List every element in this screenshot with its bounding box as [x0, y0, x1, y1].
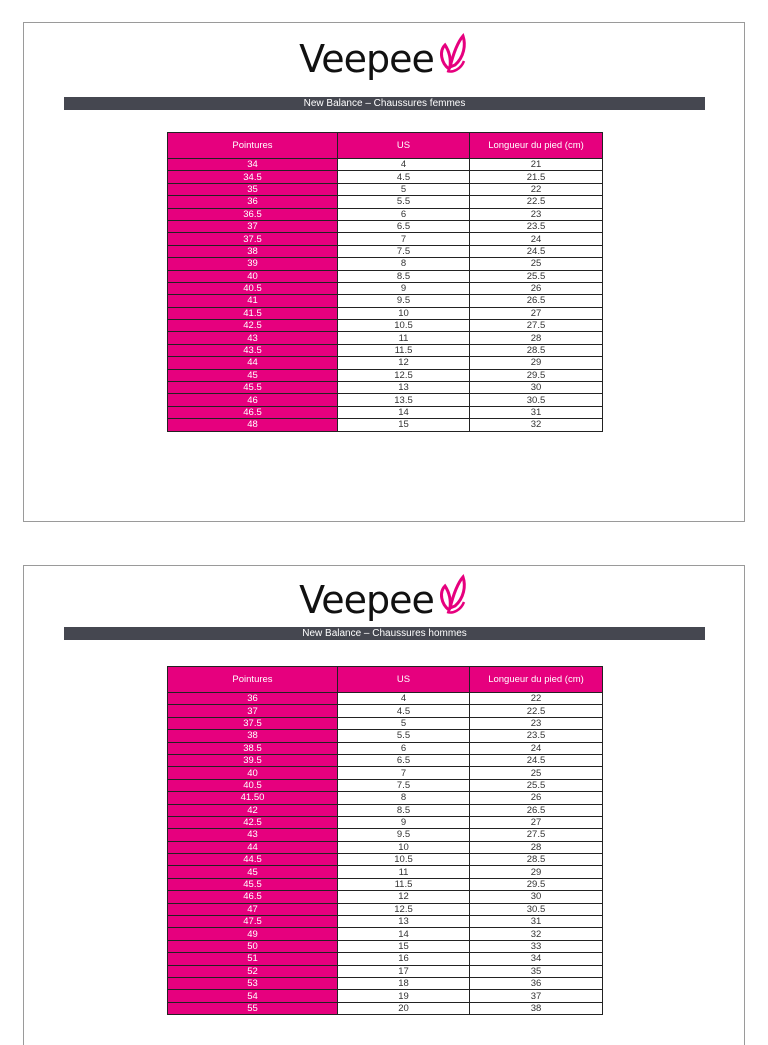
- cell-pointure: 45.5: [168, 382, 338, 394]
- cell-pointure: 52: [168, 965, 338, 977]
- logo-text: Veepee: [299, 37, 434, 81]
- table-row: [168, 866, 603, 878]
- cell-us: 6.5: [338, 220, 470, 232]
- cell-pointure: 53: [168, 977, 338, 989]
- table-row: [168, 171, 603, 183]
- cell-pointure: 34: [168, 159, 338, 171]
- cell-us: 4.5: [338, 171, 470, 183]
- cell-us: 19: [338, 990, 470, 1002]
- cell-us: 8.5: [338, 804, 470, 816]
- table-row: [168, 891, 603, 903]
- cell-pointure: 39: [168, 258, 338, 270]
- cell-longueur: 27.5: [470, 829, 603, 841]
- cell-longueur: 23: [470, 208, 603, 220]
- cell-pointure: 44: [168, 841, 338, 853]
- cell-us: 5.5: [338, 730, 470, 742]
- cell-longueur: 33: [470, 940, 603, 952]
- table-row: [168, 394, 603, 406]
- cell-longueur: 28.5: [470, 344, 603, 356]
- cell-us: 4: [338, 693, 470, 705]
- cell-longueur: 22.5: [470, 196, 603, 208]
- table-row: [168, 717, 603, 729]
- title-bar-women: New Balance – Chaussures femmes: [64, 97, 705, 110]
- header-longueur: Longueur du pied (cm): [470, 667, 603, 693]
- table-row: [168, 220, 603, 232]
- cell-longueur: 30: [470, 891, 603, 903]
- header-us: US: [338, 667, 470, 693]
- cell-us: 18: [338, 977, 470, 989]
- cell-longueur: 25: [470, 258, 603, 270]
- cell-pointure: 37.5: [168, 717, 338, 729]
- cell-us: 12.5: [338, 369, 470, 381]
- cell-pointure: 36.5: [168, 208, 338, 220]
- cell-longueur: 28: [470, 841, 603, 853]
- table-header-row: [168, 133, 603, 159]
- table-row: [168, 369, 603, 381]
- cell-us: 5.5: [338, 196, 470, 208]
- table-row: [168, 693, 603, 705]
- table-row: [168, 419, 603, 431]
- cell-longueur: 27.5: [470, 320, 603, 332]
- table-row: [168, 829, 603, 841]
- cell-us: 9: [338, 282, 470, 294]
- cell-us: 14: [338, 406, 470, 418]
- table-row: [168, 804, 603, 816]
- cell-longueur: 21.5: [470, 171, 603, 183]
- cell-longueur: 30: [470, 382, 603, 394]
- cell-pointure: 36: [168, 196, 338, 208]
- cell-us: 5: [338, 183, 470, 195]
- cell-longueur: 31: [470, 916, 603, 928]
- cell-us: 14: [338, 928, 470, 940]
- size-table-women: [167, 132, 603, 432]
- cell-us: 11: [338, 866, 470, 878]
- cell-longueur: 24.5: [470, 245, 603, 257]
- cell-longueur: 38: [470, 1002, 603, 1014]
- cell-us: 8: [338, 258, 470, 270]
- cell-pointure: 40: [168, 270, 338, 282]
- cell-longueur: 30.5: [470, 903, 603, 915]
- cell-us: 12: [338, 891, 470, 903]
- cell-pointure: 44: [168, 357, 338, 369]
- cell-us: 7.5: [338, 779, 470, 791]
- table-row: [168, 233, 603, 245]
- cell-longueur: 37: [470, 990, 603, 1002]
- cell-longueur: 26: [470, 792, 603, 804]
- butterfly-icon: [435, 574, 469, 616]
- cell-longueur: 23.5: [470, 220, 603, 232]
- table-row: [168, 307, 603, 319]
- cell-us: 7: [338, 767, 470, 779]
- table-row: [168, 767, 603, 779]
- cell-pointure: 50: [168, 940, 338, 952]
- cell-longueur: 25: [470, 767, 603, 779]
- cell-longueur: 23: [470, 717, 603, 729]
- cell-us: 10.5: [338, 320, 470, 332]
- cell-us: 6: [338, 742, 470, 754]
- table-row: [168, 953, 603, 965]
- cell-us: 6.5: [338, 754, 470, 766]
- cell-longueur: 29: [470, 866, 603, 878]
- cell-pointure: 55: [168, 1002, 338, 1014]
- cell-longueur: 27: [470, 307, 603, 319]
- cell-us: 9: [338, 816, 470, 828]
- cell-longueur: 26.5: [470, 804, 603, 816]
- cell-pointure: 47.5: [168, 916, 338, 928]
- table-row: [168, 730, 603, 742]
- header-pointures: Pointures: [168, 667, 338, 693]
- cell-pointure: 40: [168, 767, 338, 779]
- table-row: [168, 928, 603, 940]
- cell-us: 11.5: [338, 878, 470, 890]
- cell-longueur: 36: [470, 977, 603, 989]
- table-row: [168, 208, 603, 220]
- table-row: [168, 965, 603, 977]
- cell-us: 11: [338, 332, 470, 344]
- cell-longueur: 26.5: [470, 295, 603, 307]
- table-body-men: [168, 693, 603, 1015]
- cell-pointure: 41: [168, 295, 338, 307]
- cell-pointure: 49: [168, 928, 338, 940]
- header-pointures: Pointures: [168, 133, 338, 159]
- table-row: [168, 854, 603, 866]
- cell-longueur: 30.5: [470, 394, 603, 406]
- cell-longueur: 32: [470, 928, 603, 940]
- cell-longueur: 24: [470, 233, 603, 245]
- cell-longueur: 22: [470, 183, 603, 195]
- table-row: [168, 977, 603, 989]
- cell-pointure: 46.5: [168, 406, 338, 418]
- cell-pointure: 45: [168, 866, 338, 878]
- table-row: [168, 406, 603, 418]
- table-header-row: [168, 667, 603, 693]
- cell-us: 5: [338, 717, 470, 729]
- cell-us: 12: [338, 357, 470, 369]
- cell-pointure: 40.5: [168, 282, 338, 294]
- table-row: [168, 779, 603, 791]
- cell-longueur: 23.5: [470, 730, 603, 742]
- veepee-logo: [24, 33, 744, 79]
- table-row: [168, 295, 603, 307]
- cell-longueur: 25.5: [470, 270, 603, 282]
- cell-us: 20: [338, 1002, 470, 1014]
- veepee-logo: [24, 574, 744, 620]
- cell-pointure: 39.5: [168, 754, 338, 766]
- cell-longueur: 24.5: [470, 754, 603, 766]
- cell-pointure: 41.50: [168, 792, 338, 804]
- table-row: [168, 357, 603, 369]
- cell-longueur: 31: [470, 406, 603, 418]
- cell-us: 10: [338, 841, 470, 853]
- cell-us: 11.5: [338, 344, 470, 356]
- cell-us: 15: [338, 419, 470, 431]
- cell-longueur: 22: [470, 693, 603, 705]
- cell-pointure: 45: [168, 369, 338, 381]
- table-row: [168, 382, 603, 394]
- cell-longueur: 29.5: [470, 878, 603, 890]
- cell-us: 9.5: [338, 829, 470, 841]
- cell-longueur: 35: [470, 965, 603, 977]
- page-men: [23, 565, 745, 1045]
- cell-pointure: 44.5: [168, 854, 338, 866]
- cell-us: 7.5: [338, 245, 470, 257]
- cell-pointure: 54: [168, 990, 338, 1002]
- cell-pointure: 42.5: [168, 320, 338, 332]
- cell-us: 10.5: [338, 854, 470, 866]
- table-row: [168, 344, 603, 356]
- cell-pointure: 42: [168, 804, 338, 816]
- table-row: [168, 1002, 603, 1014]
- cell-pointure: 41.5: [168, 307, 338, 319]
- table-row: [168, 841, 603, 853]
- table-row: [168, 878, 603, 890]
- cell-pointure: 42.5: [168, 816, 338, 828]
- cell-us: 8: [338, 792, 470, 804]
- table-row: [168, 258, 603, 270]
- cell-longueur: 22.5: [470, 705, 603, 717]
- table-row: [168, 792, 603, 804]
- table-row: [168, 940, 603, 952]
- cell-us: 13: [338, 382, 470, 394]
- cell-pointure: 43: [168, 829, 338, 841]
- cell-longueur: 28: [470, 332, 603, 344]
- page-women: [23, 22, 745, 522]
- cell-pointure: 43.5: [168, 344, 338, 356]
- cell-pointure: 35: [168, 183, 338, 195]
- cell-pointure: 37: [168, 705, 338, 717]
- cell-pointure: 47: [168, 903, 338, 915]
- table-row: [168, 159, 603, 171]
- butterfly-icon: [435, 33, 469, 75]
- cell-us: 4: [338, 159, 470, 171]
- cell-us: 15: [338, 940, 470, 952]
- table-row: [168, 705, 603, 717]
- cell-us: 4.5: [338, 705, 470, 717]
- table-row: [168, 183, 603, 195]
- table-row: [168, 332, 603, 344]
- table-row: [168, 196, 603, 208]
- table-row: [168, 754, 603, 766]
- cell-longueur: 27: [470, 816, 603, 828]
- cell-us: 17: [338, 965, 470, 977]
- cell-pointure: 46: [168, 394, 338, 406]
- cell-pointure: 38: [168, 245, 338, 257]
- cell-longueur: 32: [470, 419, 603, 431]
- cell-pointure: 37.5: [168, 233, 338, 245]
- table-row: [168, 816, 603, 828]
- table-body-women: [168, 159, 603, 432]
- table-row: [168, 245, 603, 257]
- cell-longueur: 34: [470, 953, 603, 965]
- header-us: US: [338, 133, 470, 159]
- table-row: [168, 990, 603, 1002]
- table-row: [168, 903, 603, 915]
- cell-pointure: 38: [168, 730, 338, 742]
- cell-pointure: 40.5: [168, 779, 338, 791]
- cell-us: 9.5: [338, 295, 470, 307]
- title-bar-men: New Balance – Chaussures hommes: [64, 627, 705, 640]
- cell-longueur: 25.5: [470, 779, 603, 791]
- cell-us: 12.5: [338, 903, 470, 915]
- cell-pointure: 38.5: [168, 742, 338, 754]
- size-table-men: [167, 666, 603, 1015]
- cell-us: 13: [338, 916, 470, 928]
- cell-pointure: 48: [168, 419, 338, 431]
- cell-pointure: 37: [168, 220, 338, 232]
- cell-longueur: 26: [470, 282, 603, 294]
- cell-longueur: 24: [470, 742, 603, 754]
- cell-pointure: 34.5: [168, 171, 338, 183]
- cell-longueur: 29: [470, 357, 603, 369]
- cell-us: 7: [338, 233, 470, 245]
- cell-longueur: 28.5: [470, 854, 603, 866]
- table-row: [168, 742, 603, 754]
- cell-longueur: 21: [470, 159, 603, 171]
- cell-us: 6: [338, 208, 470, 220]
- table-row: [168, 916, 603, 928]
- cell-pointure: 46.5: [168, 891, 338, 903]
- logo-text: Veepee: [299, 578, 434, 622]
- cell-pointure: 43: [168, 332, 338, 344]
- cell-us: 13.5: [338, 394, 470, 406]
- cell-us: 10: [338, 307, 470, 319]
- table-row: [168, 282, 603, 294]
- cell-us: 16: [338, 953, 470, 965]
- table-row: [168, 270, 603, 282]
- cell-us: 8.5: [338, 270, 470, 282]
- table-row: [168, 320, 603, 332]
- header-longueur: Longueur du pied (cm): [470, 133, 603, 159]
- cell-pointure: 45.5: [168, 878, 338, 890]
- cell-pointure: 36: [168, 693, 338, 705]
- cell-longueur: 29.5: [470, 369, 603, 381]
- cell-pointure: 51: [168, 953, 338, 965]
